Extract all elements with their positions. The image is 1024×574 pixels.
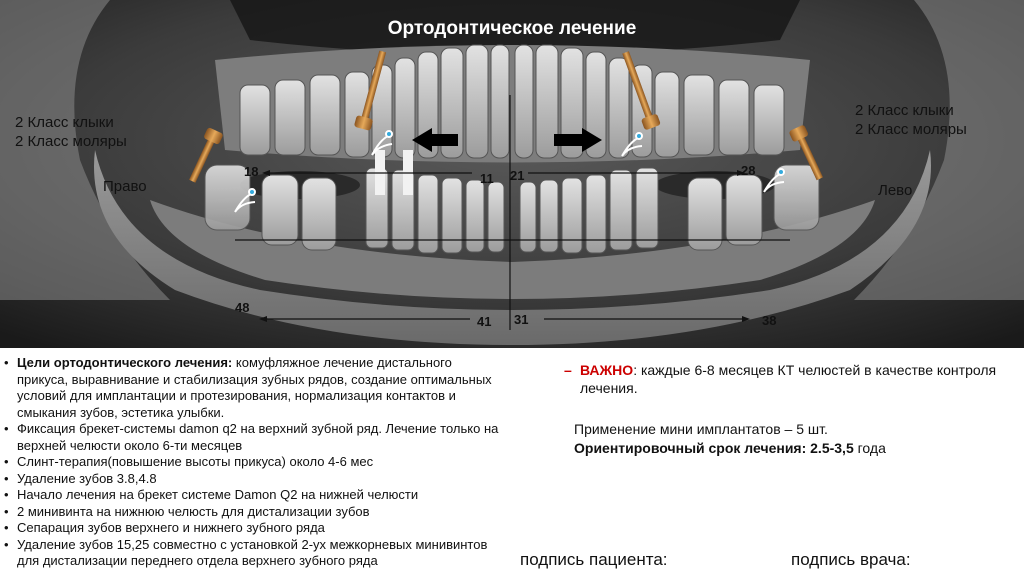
list-item: • Фиксация брекет-системы damon q2 на верхний зубной ряд. Лечение только на верхней челюсти около 6-ти месяцев bbox=[4, 421, 504, 454]
left-class-block bbox=[855, 101, 967, 139]
treatment-term-unit: года bbox=[853, 440, 886, 456]
important-note bbox=[564, 361, 1004, 397]
list-item: • Удаление зубов 3.8,4.8 bbox=[4, 471, 504, 488]
treatment-term-label: Ориентировочный срок лечения: 2.5-3,5 bbox=[574, 440, 854, 456]
treatment-meta bbox=[574, 420, 886, 458]
list-item: • Удаление зубов 15,25 совместно с установкой 2-ух межкорневых минивинтов для дистализации переднего отдела верхнего зубного ряда bbox=[4, 537, 504, 570]
treatment-goals-list bbox=[4, 355, 504, 570]
list-item bbox=[4, 355, 504, 421]
left-class-canines: 2 Класс клыки bbox=[855, 102, 954, 119]
right-side-label: Право bbox=[103, 178, 147, 195]
tooth-number-18: 18 bbox=[244, 164, 259, 179]
tooth-number-21: 21 bbox=[510, 168, 525, 183]
left-class-molars: 2 Класс моляры bbox=[855, 121, 967, 138]
left-side-label: Лево bbox=[878, 182, 913, 199]
goals-lead-text: комуфляжное лечение дистального прикуса, выравнивание и стабилизация зубных рядов, создание оптимальных условий для имплантации и протезирования, нормализация контактов и смыкания зубов, эстетика улыбки. bbox=[17, 355, 492, 420]
important-text: : каждые 6-8 месяцев КТ челюстей в качестве контроля лечения. bbox=[580, 362, 997, 396]
tooth-number-48: 48 bbox=[235, 300, 250, 315]
important-label: ВАЖНО bbox=[580, 362, 634, 378]
list-item: • Слинт-терапия(повышение высоты прикуса) около 4-6 мес bbox=[4, 454, 504, 471]
tooth-number-28: 28 bbox=[741, 163, 756, 178]
right-class-block bbox=[15, 113, 127, 151]
tooth-number-11: 11 bbox=[480, 171, 494, 186]
doctor-signature-label: подпись врача: bbox=[791, 550, 911, 569]
list-item: • Начало лечения на брекет системе Damon Q2 на нижней челюсти bbox=[4, 487, 504, 504]
right-class-canines: 2 Класс клыки bbox=[15, 114, 114, 131]
goals-lead-label: Цели ортодонтического лечения: bbox=[17, 355, 233, 370]
tooth-number-31: 31 bbox=[514, 312, 529, 327]
page-title: Ортодонтическое лечение bbox=[387, 18, 637, 39]
tooth-number-38: 38 bbox=[762, 313, 777, 328]
tooth-number-41: 41 bbox=[477, 314, 492, 329]
list-item: • Сепарация зубов верхнего и нижнего зубного ряда bbox=[4, 520, 504, 537]
implants-count: Применение мини имплантатов – 5 шт. bbox=[574, 421, 828, 437]
patient-signature-label: подпись пациента: bbox=[520, 550, 668, 569]
list-item: • 2 минивинта на нижнюю челюсть для дистализации зубов bbox=[4, 504, 504, 521]
right-class-molars: 2 Класс моляры bbox=[15, 133, 127, 150]
important-dash: – bbox=[564, 362, 572, 378]
